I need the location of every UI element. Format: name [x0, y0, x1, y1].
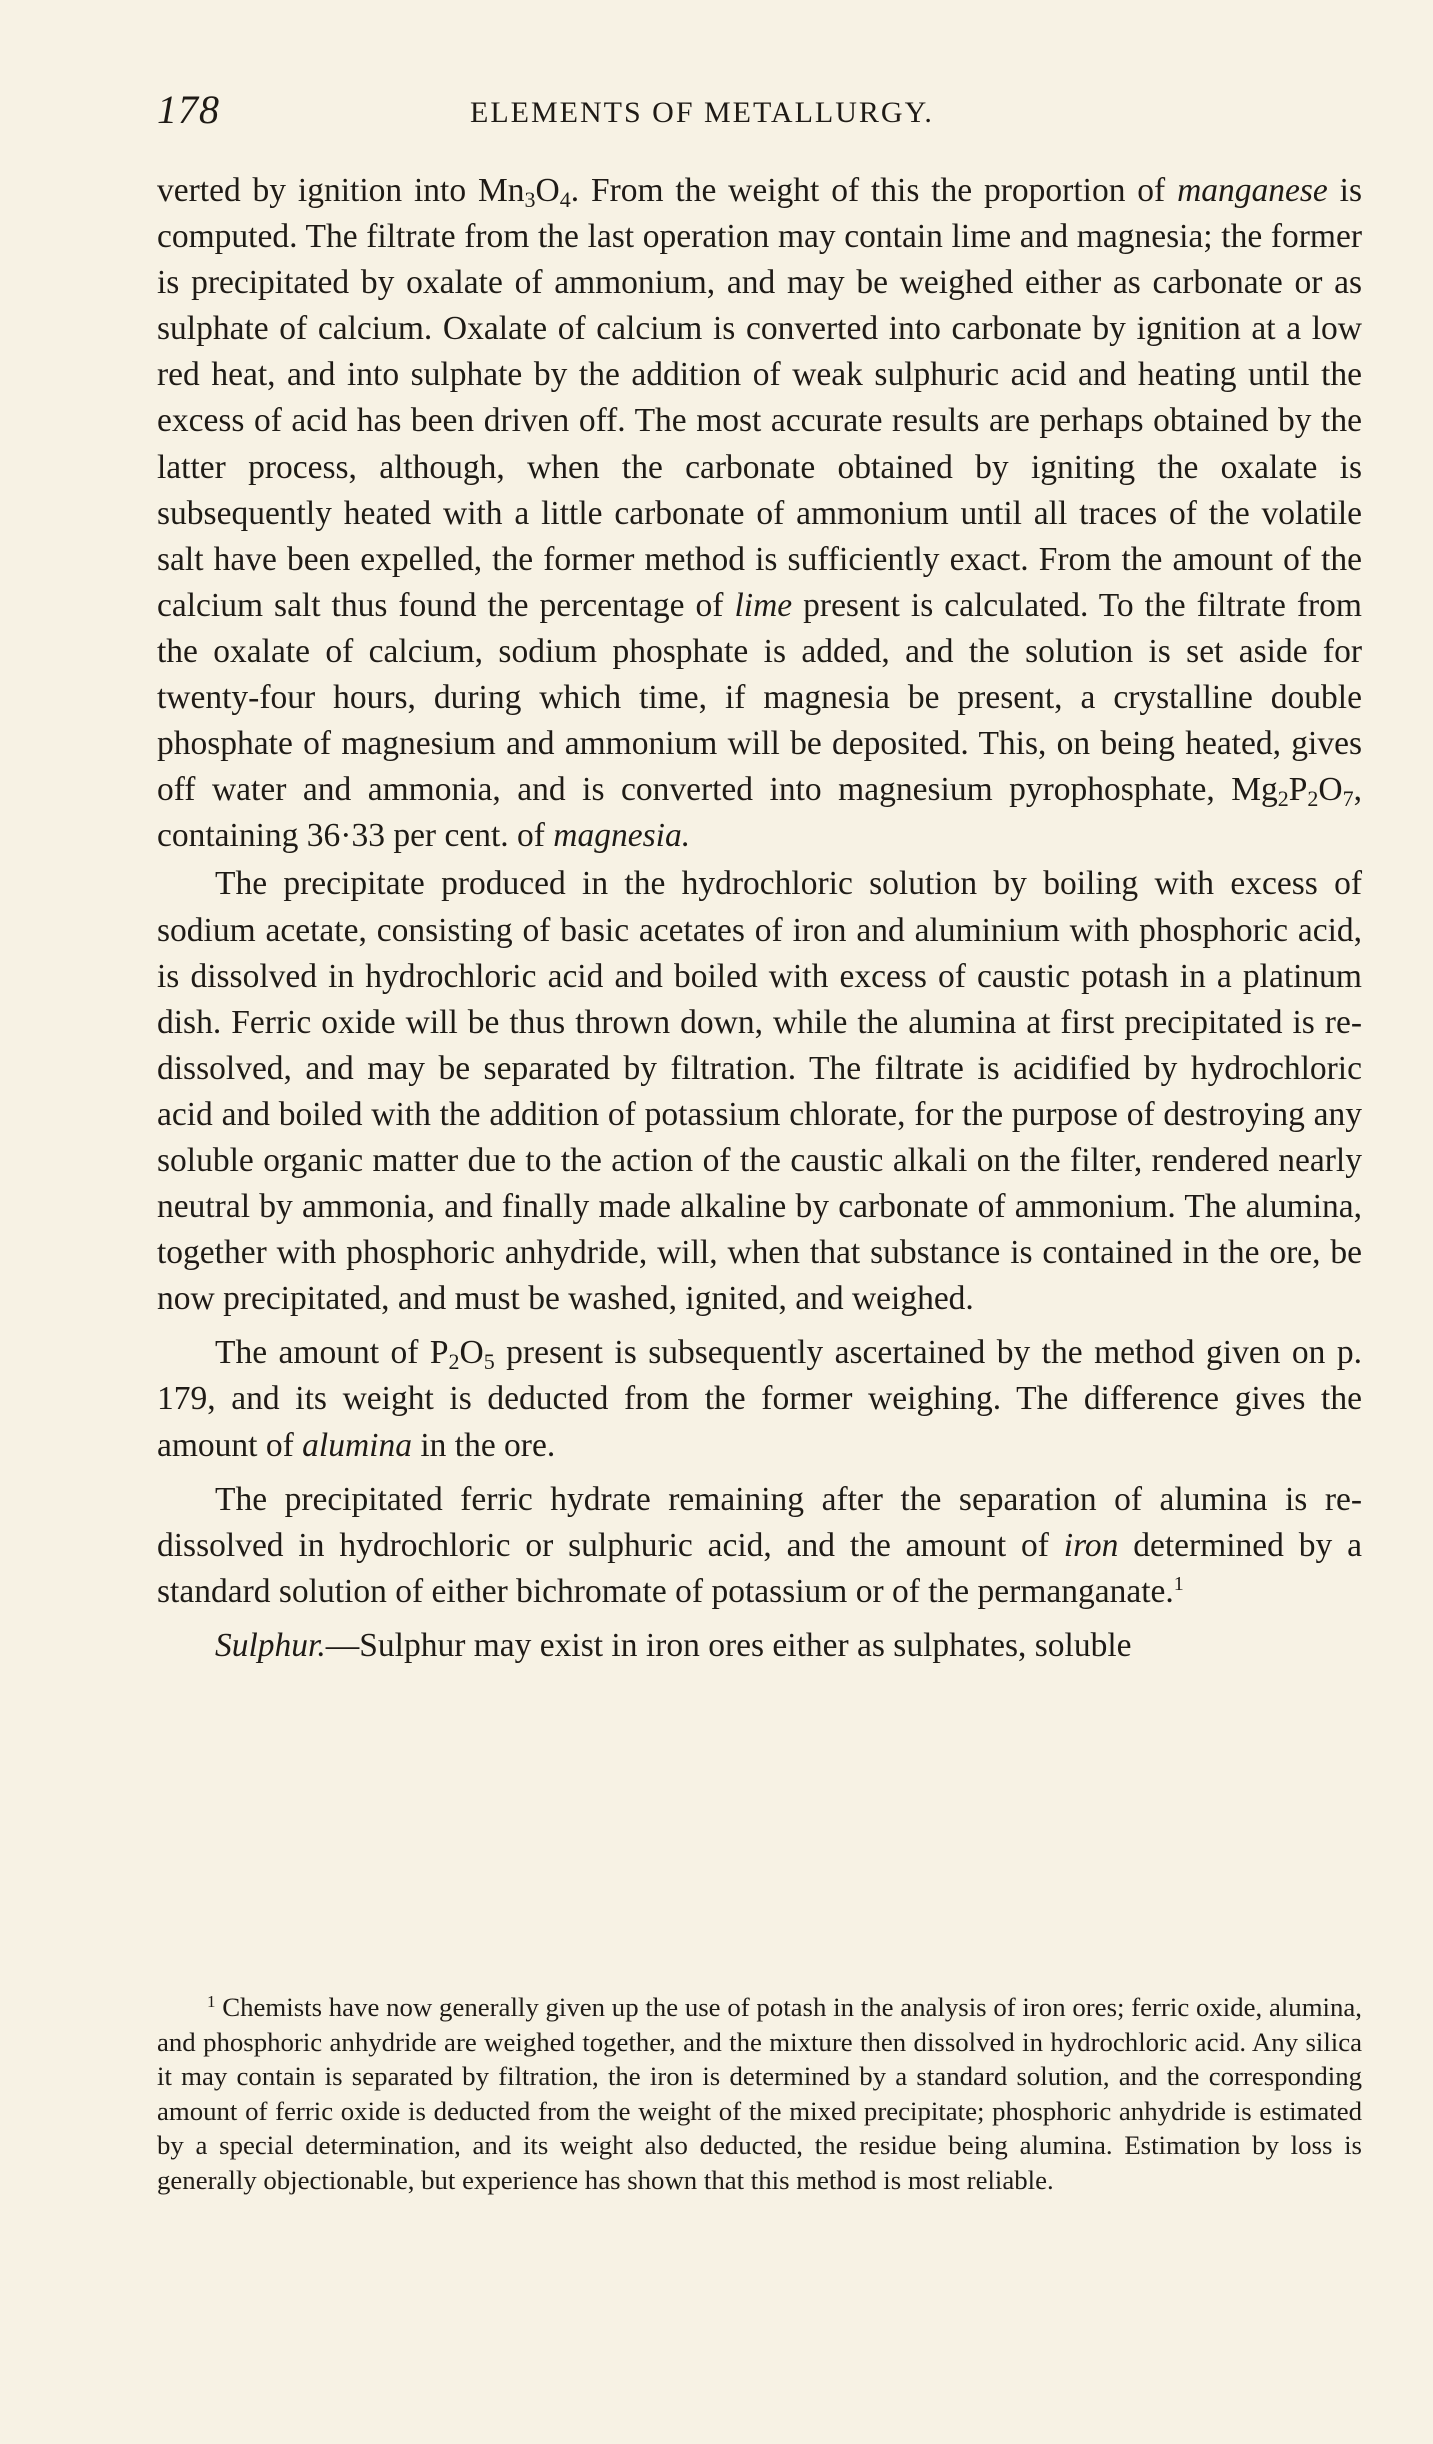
footnote-reference[interactable]: 1	[1173, 1572, 1184, 1595]
page-number: 178	[157, 87, 220, 132]
paragraph-ferric-hydrate: The precipitated ferric hydrate remaining after the separation of alumina is re-dissolved in hydrochloric or sulphuric acid, and the amount of iron determined by a standard solution of either bichromate of potassium or of the permanganate.$^1$	[157, 1480, 1362, 1610]
paragraph-precipitate: The precipitate produced in the hydrochloric solution by boiling with excess of sodium acetate, consisting of basic acetates of iron and aluminium with phosphoric acid, is dissolved in hydrochloric acid and boiled with excess of caustic potash in a platinum dish. Ferric oxide will be thus thrown down, while the alumina at first precipitated is re-dissolved, and may be separated by filtration. The filtrate is acidified by hydrochloric acid and boiled with the addition of potassium chlorate, for the purpose of destroying any soluble organic matter due to the action of the caustic alkali on the filter, rendered nearly neutral by ammonia, and finally made alkaline by carbonate of ammonium. The alumina, together with phosphoric anhydride, will, when that substance is contained in the ore, be now precipitated, and must be washed, ignited, and weighed.	[157, 865, 1362, 1318]
footnote-marker: 1	[207, 1992, 216, 2011]
footnote	[157, 1990, 1362, 2198]
page-header	[157, 86, 1357, 146]
main-text	[157, 168, 1362, 1669]
paragraph-sulphur: Sulphur.—Sulphur may exist in iron ores either as sulphates, soluble	[215, 1626, 1132, 1664]
paragraph-phosphoric-amount: The amount of $P_2O_5$ present is subsequently ascertained by the method given on p. 179, and its weight is deducted from the former weighing. The difference gives the amount of alumina in the ore.	[157, 1334, 1363, 1464]
footnote-text: Chemists have now generally given up the use of potash in the analysis of iron ores; ferric oxide, alumina, and phosphoric anhydride are weighed together, and the mixture then dissolved in hydrochloric acid. Any silica it may contain is separated by filtration, the iron is determined by a standard solution, and the corresponding amount of ferric oxide is deducted from the weight of the mixed precipitate; phosphoric anhydride is estimated by a special determination, and its weight also deducted, the residue being alumina. Estimation by loss is generally objectionable, but experience has shown that this method is most reliable.	[157, 1992, 1362, 2195]
running-head: ELEMENTS OF METALLURGY.	[470, 96, 934, 129]
paragraph-manganese-lime-magnesia: verted by ignition into $Mn_3O_4$. From the weight of this the proportion of manganese is computed. The filtrate from the last operation may contain lime and magnesia; the former is precipitated by oxalate of ammonium, and may be weighed either as carbonate or as sulphate of calcium. Oxalate of calcium is converted into carbonate by ignition at a low red heat, and into sulphate by the addition of weak sulphuric acid and heating until the excess of acid has been driven off. The most accurate results are perhaps obtained by the latter process, although, when the carbonate obtained by igniting the oxalate is subsequently heated with a little carbonate of ammonium until all traces of the volatile salt have been expelled, the former method is sufficiently exact. From the amount of the calcium salt thus found the percentage of lime present is calculated. To the filtrate from the oxalate of calcium, sodium phosphate is added, and the solution is set aside for twenty-four hours, during which time, if magnesia be present, a crystalline double phosphate of magnesium and ammonium will be deposited. This, on being heated, gives off water and ammonia, and is converted into magnesium pyrophosphate, $Mg_2P_2O_7$, containing 36·33 per cent. of magnesia.	[157, 172, 1362, 855]
